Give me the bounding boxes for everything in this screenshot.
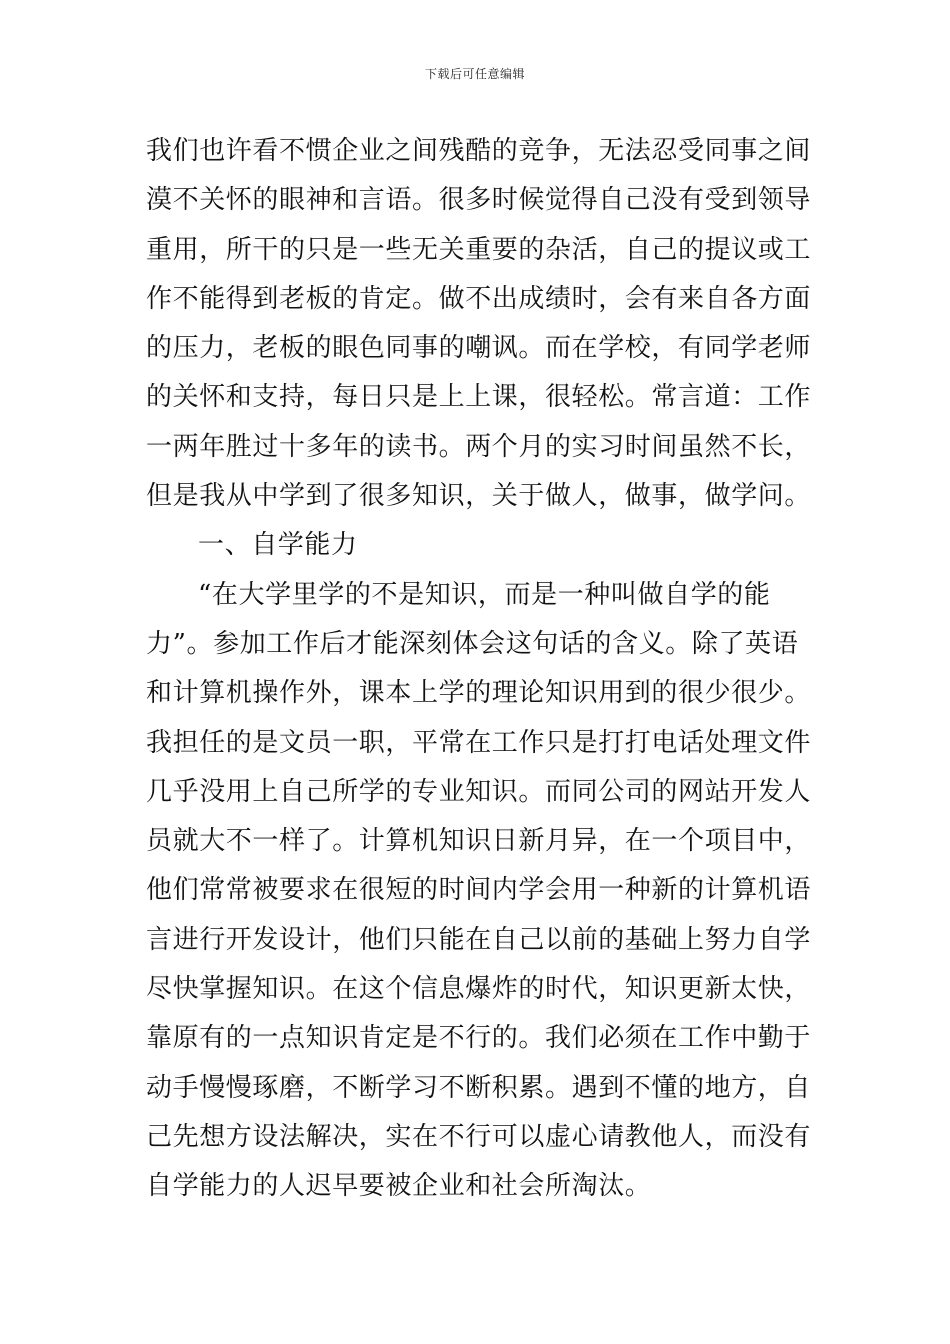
paragraph-line: 己先想方设法解决，实在不行可以虚心请教他人，而没有 xyxy=(146,1121,812,1152)
document-body xyxy=(146,127,812,1212)
paragraph-line: 言进行开发设计，他们只能在自己以前的基础上努力自学 xyxy=(146,924,812,955)
paragraph-line: 尽快掌握知识。在这个信息爆炸的时代，知识更新太快， xyxy=(146,974,812,1005)
paragraph-line: 漠不关怀的眼神和言语。很多时候觉得自己没有受到领导 xyxy=(146,185,812,216)
page-header: 下载后可任意编辑 xyxy=(424,67,525,81)
paragraph-line: 和计算机操作外，课本上学的理论知识用到的很少很少。 xyxy=(146,678,812,709)
paragraph-line: 我们也许看不惯企业之间残酷的竞争，无法忍受同事之间 xyxy=(146,136,812,166)
paragraph-line: 几乎没用上自己所学的专业知识。而同公司的网站开发人 xyxy=(146,776,812,807)
paragraph-line: 但是我从中学到了很多知识，关于做人，做事，做学问。 xyxy=(146,481,812,512)
paragraph-line: 员就大不一样了。计算机知识日新月异，在一个项目中， xyxy=(146,826,812,857)
paragraph-line: 的关怀和支持，每日只是上上课，很轻松。常言道：工作 xyxy=(146,382,812,413)
paragraph-line: 靠原有的一点知识肯定是不行的。我们必须在工作中勤于 xyxy=(146,1023,812,1054)
paragraph-line: 他们常常被要求在很短的时间内学会用一种新的计算机语 xyxy=(146,875,812,906)
paragraph-line: 的压力，老板的眼色同事的嘲讽。而在学校，有同学老师 xyxy=(146,333,812,364)
paragraph-line: 一两年胜过十多年的读书。两个月的实习时间虽然不长， xyxy=(146,431,812,462)
section-heading: 一、自学能力 xyxy=(198,530,358,561)
paragraph-line: 动手慢慢琢磨，不断学习不断积累。遇到不懂的地方，自 xyxy=(146,1072,812,1103)
paragraph-line: 作不能得到老板的肯定。做不出成绩时，会有来自各方面 xyxy=(146,283,812,314)
paragraph-line: 我担任的是文员一职，平常在工作只是打打电话处理文件 xyxy=(146,727,812,758)
paragraph-line: 力”。参加工作后才能深刻体会这句话的含义。除了英语 xyxy=(146,628,799,659)
paragraph-line: 重用，所干的只是一些无关重要的杂活，自己的提议或工 xyxy=(146,234,812,265)
paragraph-line: “在大学里学的不是知识，而是一种叫做自学的能 xyxy=(198,579,771,610)
paragraph-line: 自学能力的人迟早要被企业和社会所淘汰。 xyxy=(146,1171,652,1202)
